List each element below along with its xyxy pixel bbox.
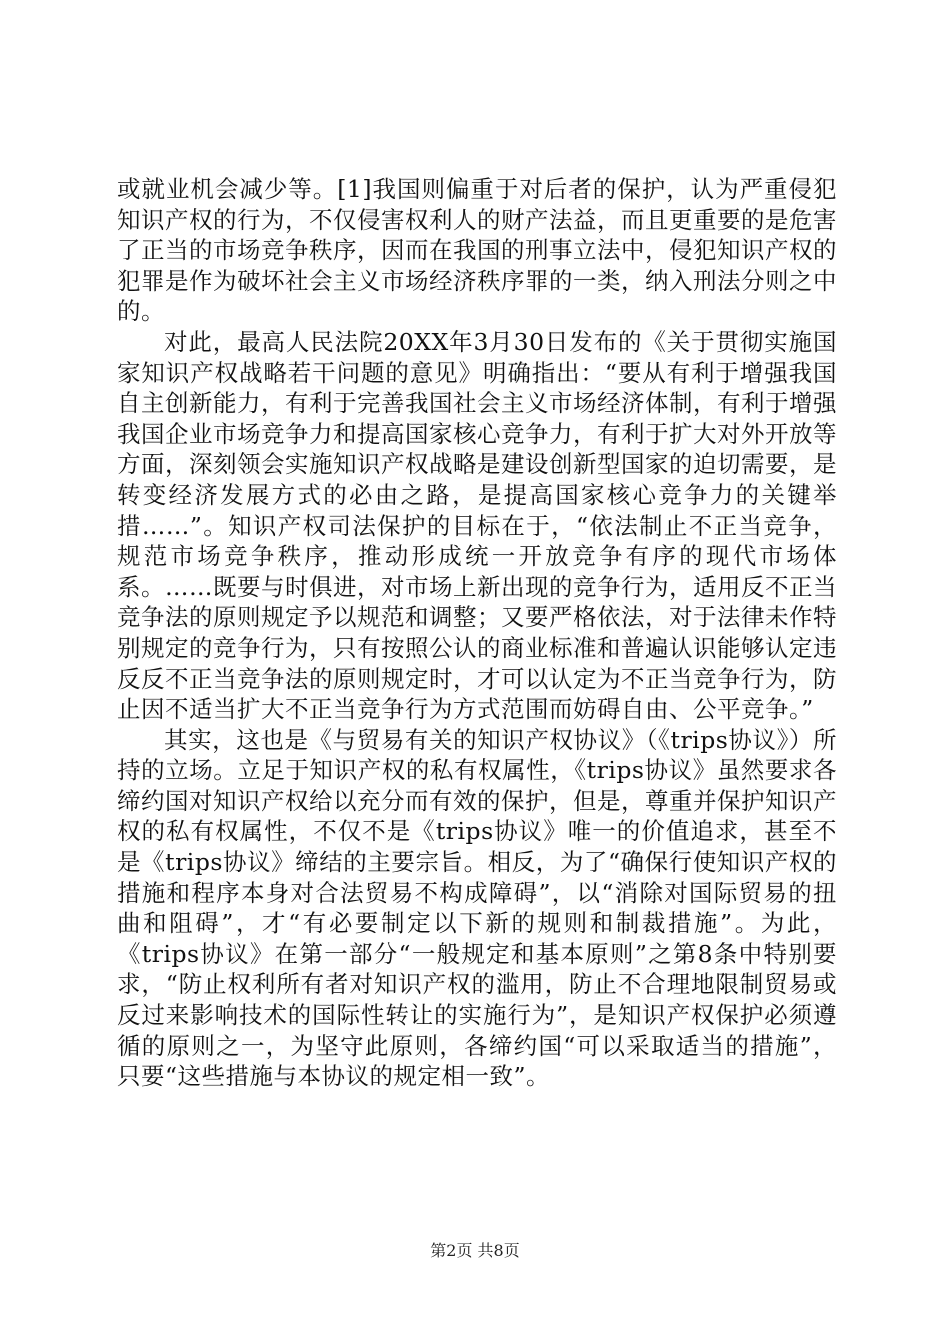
paragraph-trips-agreement: 其实，这也是《与贸易有关的知识产权协议》（《trips协议》）所持的立场。立足于知识产权的私有权属性，《trips协议》虽然要求各缔约国对知识产权给以充分而有效的保护，但是，尊重并保护知识产权的私有权属性，不仅不是《trips协议》唯一的价值追求，甚至不是《trips协议》缔结的主要宗旨。相反，为了“确保行使知识产权的措施和程序本身对合法贸易不构成障碍”，以“消除对国际贸易的扭曲和阻碍”，才“有必要制定以下新的规则和制裁措施”。为此，《trips协议》在第一部分“一般规定和基本原则”之第8条中特别要求，“防止权利所有者对知识产权的滥用，防止不合理地限制贸易或反过来影响技术的国际性转让的实施行为”，是知识产权保护必须遵循的原则之一，为坚守此原则，各缔约国“可以采取适当的措施”，只要“这些措施与本协议的规定相一致”。	[117, 725, 837, 1091]
document-body	[117, 174, 837, 1092]
paragraph-continuation: 或就业机会减少等。[1]我国则偏重于对后者的保护，认为严重侵犯知识产权的行为，不仅侵害权利人的财产法益，而且更重要的是危害了正当的市场竞争秩序，因而在我国的刑事立法中，侵犯知识产权的犯罪是作为破坏社会主义市场经济秩序罪的一类，纳入刑法分则之中的。	[117, 175, 837, 326]
paragraph-court-opinion: 对此，最高人民法院20XX年3月30日发布的《关于贯彻实施国家知识产权战略若干问题的意见》明确指出：“要从有利于增强我国自主创新能力，有利于完善我国社会主义市场经济体制，有利于增强我国企业市场竞争力和提高国家核心竞争力，有利于扩大对外开放等方面，深刻领会实施知识产权战略是建设创新型国家的迫切需要，是转变经济发展方式的必由之路，是提高国家核心竞争力的关键举措……”。知识产权司法保护的目标在于，“依法制止不正当竞争，规范市场竞争秩序，推动形成统一开放竞争有序的现代市场体系。……既要与时俱进，对市场上新出现的竞争行为，适用反不正当竞争法的原则规定予以规范和调整；又要严格依法，对于法律未作特别规定的竞争行为，只有按照公认的商业标准和普遍认识能够认定违反反不正当竞争法的原则规定时，才可以认定为不正当竞争行为，防止因不适当扩大不正当竞争行为方式范围而妨碍自由、公平竞争。”	[117, 327, 837, 724]
page-footer: 第2页 共8页	[430, 1241, 520, 1260]
